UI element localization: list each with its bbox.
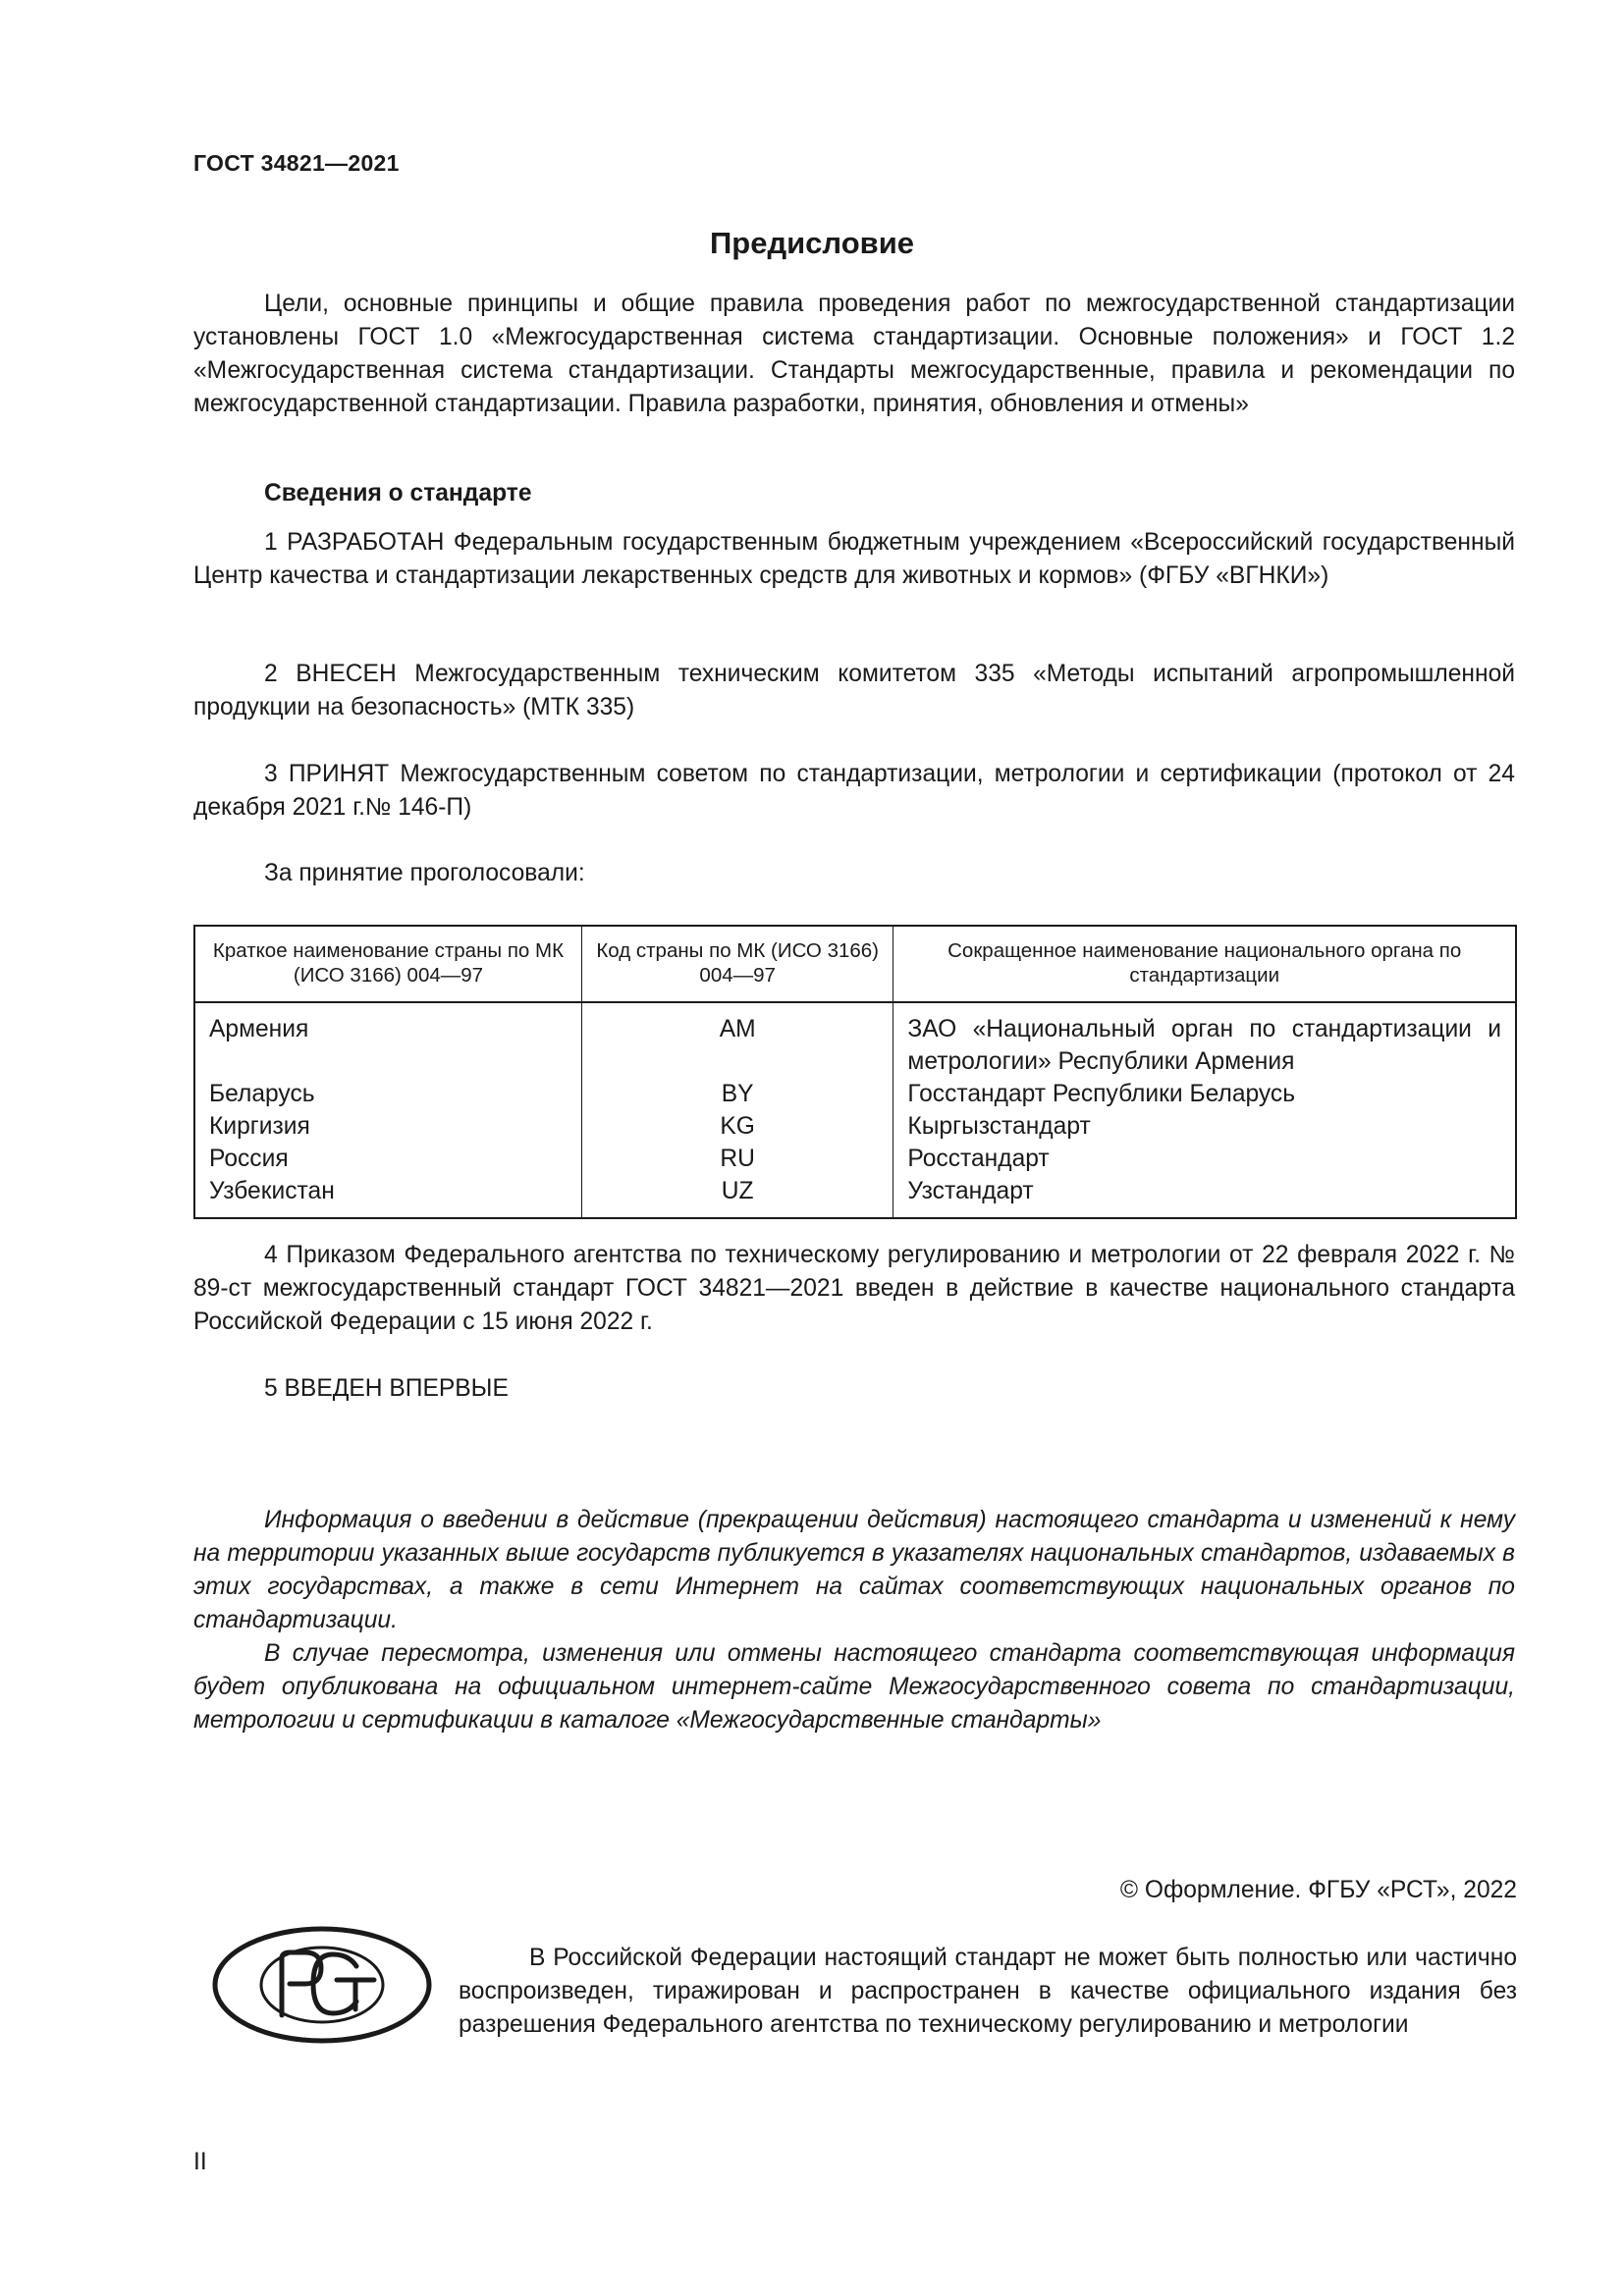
country-name: Россия: [194, 1143, 581, 1175]
country-name: Узбекистан: [194, 1175, 581, 1218]
country-name: Армения: [194, 1002, 581, 1078]
item-3-adopted: 3 ПРИНЯТ Межгосударственным советом по стандартизации, метрологии и сертификации (протокол от 24 декабря 2021 г.№ 146-П): [193, 761, 1515, 821]
voting-countries-table: [193, 925, 1517, 1219]
country-code: BY: [581, 1078, 893, 1110]
page-title: Предисловие: [709, 226, 914, 260]
item-2-submitted: 2 ВНЕСЕН Межгосударственным техническим комитетом 335 «Методы испытаний агропромышленной продукции на безопасность» (МТК 335): [193, 661, 1515, 721]
country-name: Беларусь: [194, 1078, 581, 1110]
national-body: Росстандарт: [893, 1143, 1516, 1175]
national-body: Узстандарт: [893, 1175, 1516, 1218]
copyright-line: © Оформление. ФГБУ «РСТ», 2022: [1119, 1877, 1517, 1903]
country-code: UZ: [581, 1175, 893, 1218]
section-heading: Сведения о стандарте: [264, 480, 532, 507]
table-row: [194, 1002, 1516, 1078]
column-header-code: Код страны по МК (ИСО 3166) 004—97: [581, 926, 893, 1002]
table-header-row: [194, 926, 1516, 1002]
voted-label: За принятие проголосовали:: [264, 860, 585, 886]
table-row: [194, 1175, 1516, 1218]
document-code-header: ГОСТ 34821—2021: [193, 150, 400, 176]
reproduction-notice: В Российской Федерации настоящий стандарт не может быть полностью или частично воспроизведен, тиражирован и распространен в качестве официального издания без разрешения Федерального агентства по техническому регулированию и метрологии: [459, 1945, 1517, 2038]
country-code: RU: [581, 1143, 893, 1175]
rst-logo-icon: [211, 1925, 433, 2050]
page-number: II: [193, 2149, 207, 2175]
national-body: Госстандарт Республики Беларусь: [893, 1078, 1516, 1110]
info-paragraph-publication: Информация о введении в действие (прекращении действия) настоящего стандарта и изменений к нему на территории указанных выше государств публикуется в указателях национальных стандартов, издаваемых в этих государствах, а также в сети Интернет на сайтах соответствующих национальных органов по стандартизации.: [193, 1507, 1515, 1633]
national-body: Кыргызстандарт: [893, 1110, 1516, 1143]
item-4-order: 4 Приказом Федерального агентства по техническому регулированию и метрологии от 22 февраля 2022 г. № 89-ст межгосударственный стандарт ГОСТ 34821—2021 введен в действие в качестве национального стандарта Российской Федерации с 15 июня 2022 г.: [193, 1242, 1515, 1335]
info-paragraph-revision: В случае пересмотра, изменения или отмены настоящего стандарта соответствующая информация будет опубликована на официальном интернет-сайте Межгосударственного совета по стандартизации, метрологии и сертификации в каталоге «Межгосударственные стандарты»: [193, 1640, 1515, 1734]
intro-paragraph: Цели, основные принципы и общие правила проведения работ по межгосударственной стандартизации установлены ГОСТ 1.0 «Межгосударственная система стандартизации. Основные положения» и ГОСТ 1.2 «Межгосударственная система стандартизации. Стандарты межгосударственные, правила и рекомендации по межгосударственной стандартизации. Правила разработки, принятия, обновления и отмены»: [193, 291, 1515, 417]
national-body: ЗАО «Национальный орган по стандартизации и метрологии» Республики Армения: [893, 1002, 1516, 1078]
column-header-country: Краткое наименование страны по МК (ИСО 3166) 004—97: [194, 926, 581, 1002]
table-row: [194, 1110, 1516, 1143]
item-1-developed: 1 РАЗРАБОТАН Федеральным государственным бюджетным учреждением «Всероссийский государственный Центр качества и стандартизации лекарственных средств для животных и кормов» (ФГБУ «ВГНКИ»): [193, 529, 1515, 589]
column-header-national-body: Сокращенное наименование национального органа по стандартизации: [893, 926, 1516, 1002]
country-name: Киргизия: [194, 1110, 581, 1143]
item-5-first-introduced: 5 ВВЕДЕН ВПЕРВЫЕ: [264, 1375, 509, 1402]
country-code: KG: [581, 1110, 893, 1143]
table-row: [194, 1078, 1516, 1110]
table-row: [194, 1143, 1516, 1175]
country-code: AM: [581, 1002, 893, 1078]
